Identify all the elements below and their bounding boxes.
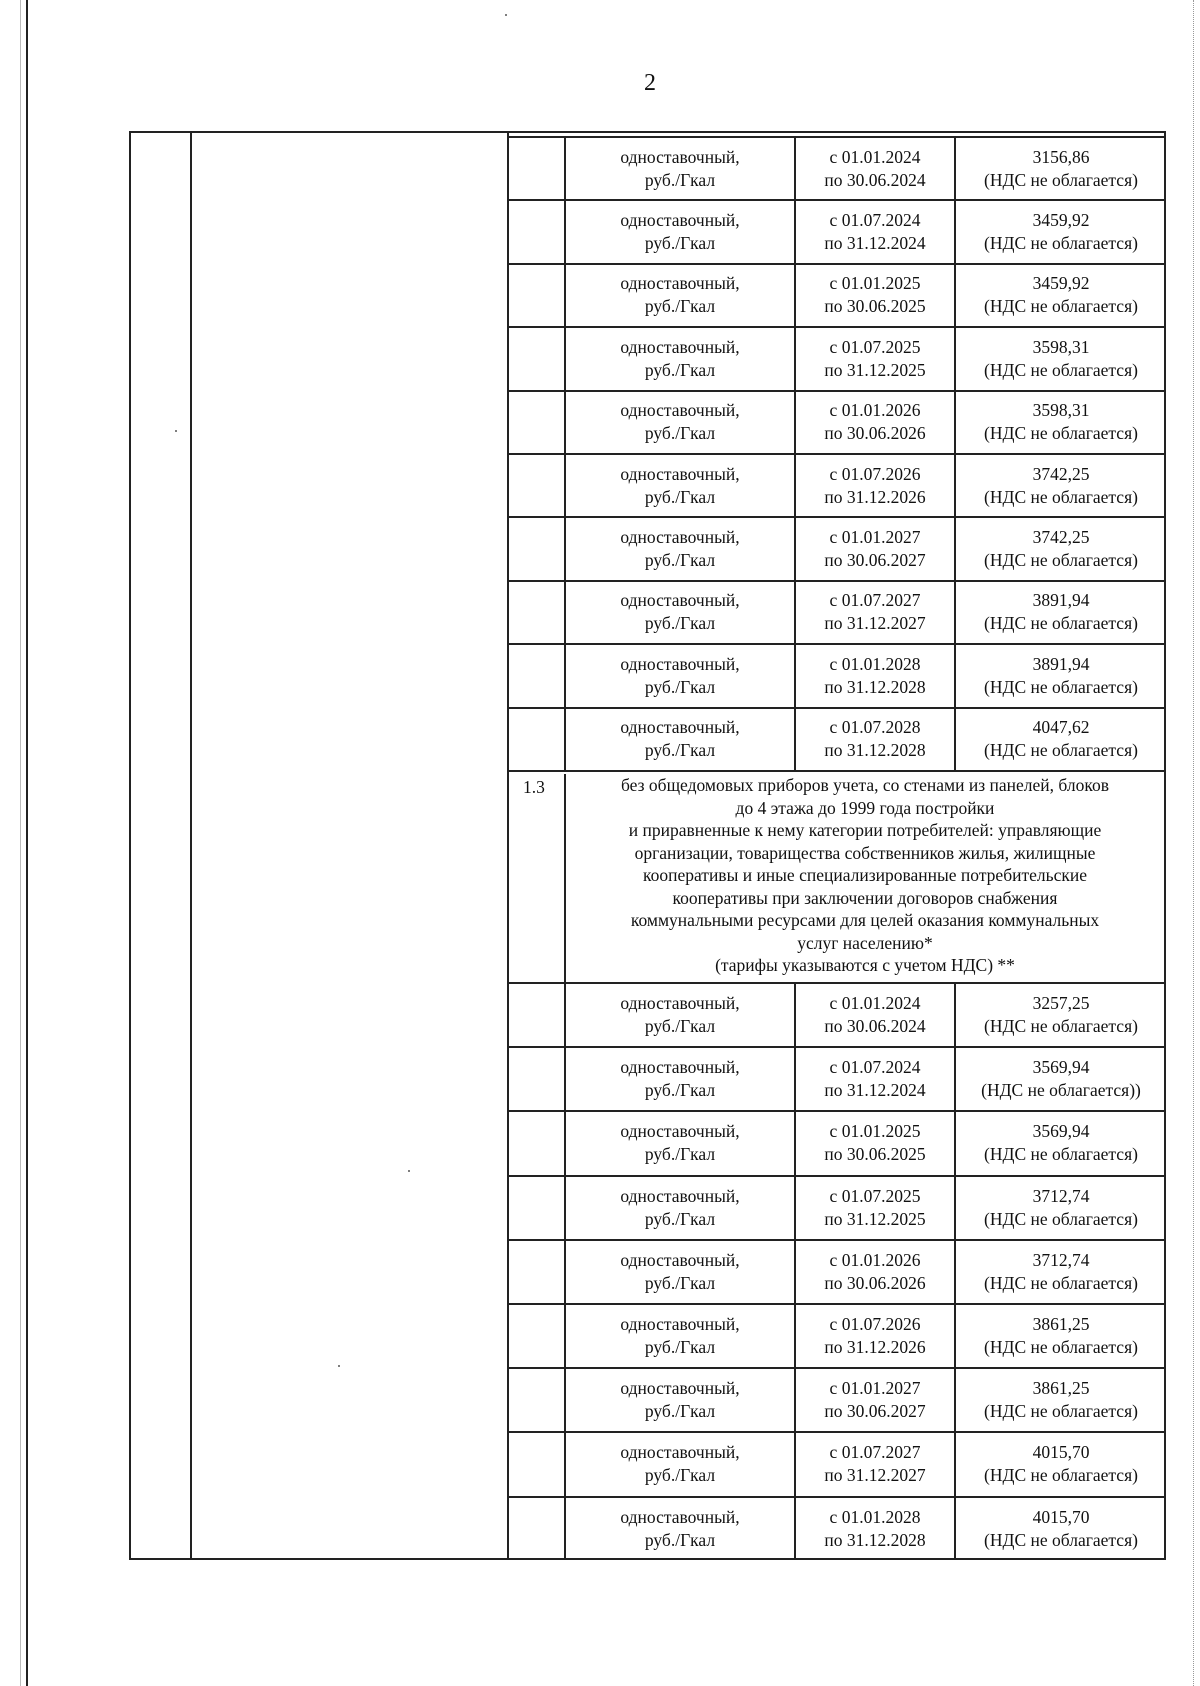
period-to: по 31.12.2025: [824, 1208, 926, 1229]
period-cell: [794, 138, 954, 199]
period-to: по 31.12.2025: [824, 359, 926, 380]
row-number-cell: [507, 328, 564, 389]
section-text-line: (тарифы указываются с учетом НДС) **: [715, 955, 1015, 975]
period-from: с 01.01.2027: [829, 1378, 921, 1399]
tariff-unit: руб./Гкал: [644, 740, 716, 761]
period-from: с 01.01.2026: [829, 1249, 921, 1270]
scan-speck: [505, 14, 507, 16]
section-text-line: организации, товарищества собственников жилья, жилищные: [634, 842, 1096, 863]
tariff-type: одноставочный,: [620, 1314, 740, 1335]
tariff-type-cell: [564, 709, 794, 770]
period-to: по 31.12.2024: [824, 1080, 926, 1101]
period-to: по 30.06.2025: [824, 1144, 926, 1165]
period-cell: [794, 1177, 954, 1239]
tariff-unit: руб./Гкал: [644, 1401, 716, 1422]
period-cell: [794, 1048, 954, 1110]
tariff-value: 4015,70: [1032, 1506, 1090, 1527]
section-text-line: кооперативы и иные специализированные потребительские: [642, 865, 1087, 885]
vat-note: (НДС не облагается): [984, 1272, 1138, 1293]
tariff-type: одноставочный,: [620, 717, 740, 738]
tariff-value-cell: [954, 265, 1166, 326]
row-number-cell: [507, 984, 564, 1046]
period-to: по 31.12.2028: [824, 676, 926, 697]
table-row: [507, 326, 1166, 389]
period-from: с 01.01.2027: [829, 527, 921, 548]
period-to: по 30.06.2027: [824, 1401, 926, 1422]
vat-note: (НДС не облагается): [984, 1144, 1138, 1165]
tariff-value-cell: [954, 392, 1166, 453]
vat-note: (НДС не облагается): [984, 296, 1138, 317]
table-row: [507, 453, 1166, 516]
section-text-line: кооперативы при заключении договоров снабжения: [672, 887, 1058, 908]
section-heading-row: [507, 770, 1166, 982]
period-cell: [794, 455, 954, 516]
tariff-value: 3712,74: [1032, 1249, 1090, 1270]
tariff-type: одноставочный,: [620, 336, 740, 357]
table-row: [507, 1496, 1166, 1560]
tariff-type-cell: [564, 1112, 794, 1174]
period-from: с 01.07.2026: [829, 463, 921, 484]
tariff-type-cell: [564, 1433, 794, 1495]
section-text-line: до 4 этажа до 1999 года постройки: [735, 797, 995, 818]
section-text-line: и приравненные к нему категории потребителей: управляющие: [628, 820, 1102, 840]
scan-edge: [26, 0, 28, 1686]
tariff-value: 3861,25: [1032, 1314, 1090, 1335]
tariff-unit: руб./Гкал: [644, 486, 716, 507]
row-number-cell: [507, 1433, 564, 1495]
tariff-value: 3156,86: [1032, 146, 1090, 167]
period-cell: [794, 1112, 954, 1174]
tariff-type-cell: [564, 1241, 794, 1303]
tariff-type: одноставочный,: [620, 590, 740, 611]
period-from: с 01.07.2027: [829, 1442, 921, 1463]
table-row: [507, 1046, 1166, 1110]
tariff-unit: руб./Гкал: [644, 169, 716, 190]
tariff-value: 3257,25: [1032, 993, 1090, 1014]
period-cell: [794, 1305, 954, 1367]
row-number-cell: [507, 709, 564, 770]
tariff-unit: руб./Гкал: [644, 1465, 716, 1486]
row-number-cell: [507, 1112, 564, 1174]
vat-note: (НДС не облагается)): [981, 1080, 1141, 1101]
row-number-cell: [507, 1369, 564, 1431]
scan-edge: [1192, 0, 1194, 1686]
tariff-unit: руб./Гкал: [644, 1337, 716, 1358]
row-number-cell: [507, 392, 564, 453]
period-cell: [794, 265, 954, 326]
tariff-type: одноставочный,: [620, 273, 740, 294]
period-cell: [794, 1241, 954, 1303]
tariff-type-cell: [564, 138, 794, 199]
table-column-divider: [190, 131, 192, 1560]
tariff-value: 3742,25: [1032, 527, 1090, 548]
tariff-value-cell: [954, 984, 1166, 1046]
table-row: [507, 1239, 1166, 1303]
tariff-value-cell: [954, 518, 1166, 579]
period-to: по 31.12.2027: [824, 613, 926, 634]
vat-note: (НДС не облагается): [984, 740, 1138, 761]
period-from: с 01.01.2028: [829, 653, 921, 674]
scan-speck: [175, 430, 177, 432]
period-from: с 01.07.2024: [829, 1057, 921, 1078]
period-from: с 01.07.2027: [829, 590, 921, 611]
tariff-unit: руб./Гкал: [644, 359, 716, 380]
row-number-cell: [507, 1177, 564, 1239]
scan-speck: [338, 1365, 340, 1367]
vat-note: (НДС не облагается): [984, 676, 1138, 697]
vat-note: (НДС не облагается): [984, 1208, 1138, 1229]
tariff-value-cell: [954, 709, 1166, 770]
period-from: с 01.01.2025: [829, 1121, 921, 1142]
row-number-cell: [507, 265, 564, 326]
period-from: с 01.01.2026: [829, 400, 921, 421]
period-from: с 01.01.2028: [829, 1506, 921, 1527]
period-cell: [794, 1369, 954, 1431]
table-row: [507, 643, 1166, 706]
tariff-type-cell: [564, 455, 794, 516]
period-to: по 30.06.2024: [824, 1016, 926, 1037]
table-row: [507, 982, 1166, 1046]
tariff-type: одноставочный,: [620, 210, 740, 231]
period-from: с 01.01.2025: [829, 273, 921, 294]
tariff-type-cell: [564, 1048, 794, 1110]
section-text-line: коммунальными ресурсами для целей оказания коммунальных: [630, 910, 1100, 930]
row-number-cell: [507, 645, 564, 706]
scan-speck: [408, 1170, 410, 1172]
tariff-value: 3569,94: [1032, 1057, 1090, 1078]
tariff-type-cell: [564, 1498, 794, 1560]
tariff-type-cell: [564, 392, 794, 453]
tariff-type-cell: [564, 984, 794, 1046]
vat-note: (НДС не облагается): [984, 1465, 1138, 1486]
row-number-cell: [507, 582, 564, 643]
row-number-cell: [507, 1305, 564, 1367]
period-cell: [794, 392, 954, 453]
period-to: по 31.12.2028: [824, 740, 926, 761]
period-to: по 30.06.2027: [824, 550, 926, 571]
tariff-value-cell: [954, 1112, 1166, 1174]
tariff-type-cell: [564, 1369, 794, 1431]
tariff-value: 3569,94: [1032, 1121, 1090, 1142]
table-row: [507, 390, 1166, 453]
period-cell: [794, 984, 954, 1046]
tariff-unit: руб./Гкал: [644, 1144, 716, 1165]
period-from: с 01.07.2028: [829, 717, 921, 738]
tariff-type: одноставочный,: [620, 146, 740, 167]
tariff-value-cell: [954, 1305, 1166, 1367]
tariff-type-cell: [564, 1305, 794, 1367]
period-from: с 01.01.2024: [829, 993, 921, 1014]
tariff-value-cell: [954, 201, 1166, 262]
tariff-value-cell: [954, 645, 1166, 706]
tariff-value-cell: [954, 1241, 1166, 1303]
tariff-value: 3459,92: [1032, 210, 1090, 231]
vat-note: (НДС не облагается): [984, 486, 1138, 507]
row-number-cell: [507, 455, 564, 516]
period-cell: [794, 518, 954, 579]
period-from: с 01.01.2024: [829, 146, 921, 167]
tariff-unit: руб./Гкал: [644, 613, 716, 634]
vat-note: (НДС не облагается): [984, 550, 1138, 571]
tariff-unit: руб./Гкал: [644, 1529, 716, 1550]
row-number-cell: [507, 1241, 564, 1303]
tariff-value: 3861,25: [1032, 1378, 1090, 1399]
tariff-type: одноставочный,: [620, 1185, 740, 1206]
tariff-type-cell: [564, 328, 794, 389]
tariff-value: 3598,31: [1032, 336, 1090, 357]
row-number-cell: [507, 138, 564, 199]
tariff-value-cell: [954, 328, 1166, 389]
tariff-type-cell: [564, 1177, 794, 1239]
row-number-cell: [507, 201, 564, 262]
tariff-value: 4015,70: [1032, 1442, 1090, 1463]
tariff-value-cell: [954, 455, 1166, 516]
period-cell: [794, 645, 954, 706]
tariff-type: одноставочный,: [620, 463, 740, 484]
tariff-value-cell: [954, 1433, 1166, 1495]
section-number: 1.3: [523, 777, 545, 797]
tariff-type: одноставочный,: [620, 1378, 740, 1399]
period-cell: [794, 201, 954, 262]
vat-note: (НДС не облагается): [984, 423, 1138, 444]
table-row: [507, 1367, 1166, 1431]
table-row: [507, 199, 1166, 262]
tariff-value-cell: [954, 1369, 1166, 1431]
tariff-type-cell: [564, 645, 794, 706]
tariff-type: одноставочный,: [620, 1121, 740, 1142]
vat-note: (НДС не облагается): [984, 1401, 1138, 1422]
tariff-unit: руб./Гкал: [644, 676, 716, 697]
tariff-value: 3598,31: [1032, 400, 1090, 421]
vat-note: (НДС не облагается): [984, 233, 1138, 254]
tariff-value-cell: [954, 138, 1166, 199]
tariff-value: 3742,25: [1032, 463, 1090, 484]
row-number-cell: [507, 1048, 564, 1110]
table-row: [507, 1303, 1166, 1367]
tariff-value: 3712,74: [1032, 1185, 1090, 1206]
table-row: [507, 1110, 1166, 1174]
table-row: [507, 707, 1166, 770]
period-cell: [794, 709, 954, 770]
period-to: по 30.06.2024: [824, 169, 926, 190]
table-row: [507, 263, 1166, 326]
tariff-type: одноставочный,: [620, 400, 740, 421]
vat-note: (НДС не облагается): [984, 1337, 1138, 1358]
vat-note: (НДС не облагается): [984, 169, 1138, 190]
period-cell: [794, 328, 954, 389]
tariff-type: одноставочный,: [620, 1506, 740, 1527]
row-number-cell: [507, 1498, 564, 1560]
vat-note: (НДС не облагается): [984, 359, 1138, 380]
period-from: с 01.07.2024: [829, 210, 921, 231]
period-cell: [794, 582, 954, 643]
period-to: по 31.12.2026: [824, 486, 926, 507]
section-description: [564, 774, 1164, 984]
tariff-value-cell: [954, 582, 1166, 643]
tariff-type: одноставочный,: [620, 1442, 740, 1463]
period-to: по 30.06.2025: [824, 296, 926, 317]
tariff-value: 3891,94: [1032, 590, 1090, 611]
tariff-unit: руб./Гкал: [644, 296, 716, 317]
period-to: по 31.12.2024: [824, 233, 926, 254]
tariff-value-cell: [954, 1177, 1166, 1239]
tariff-value-cell: [954, 1048, 1166, 1110]
tariff-unit: руб./Гкал: [644, 1272, 716, 1293]
period-from: с 01.07.2025: [829, 1185, 921, 1206]
tariff-unit: руб./Гкал: [644, 1080, 716, 1101]
period-to: по 30.06.2026: [824, 1272, 926, 1293]
period-from: с 01.07.2025: [829, 336, 921, 357]
section-text-line: без общедомовых приборов учета, со стенами из панелей, блоков: [620, 775, 1109, 795]
tariff-type-cell: [564, 582, 794, 643]
tariff-value: 3891,94: [1032, 653, 1090, 674]
scan-edge: [20, 0, 21, 1686]
tariff-type: одноставочный,: [620, 653, 740, 674]
tariff-unit: руб./Гкал: [644, 550, 716, 571]
vat-note: (НДС не облагается): [984, 613, 1138, 634]
period-to: по 31.12.2028: [824, 1529, 926, 1550]
tariff-type-cell: [564, 518, 794, 579]
tariff-unit: руб./Гкал: [644, 233, 716, 254]
tariff-unit: руб./Гкал: [644, 423, 716, 444]
page-number: 2: [644, 70, 656, 96]
section-text-line: услуг населению*: [797, 932, 933, 953]
tariff-type: одноставочный,: [620, 1249, 740, 1270]
vat-note: (НДС не облагается): [984, 1529, 1138, 1550]
period-cell: [794, 1498, 954, 1560]
table-row: [507, 1175, 1166, 1239]
tariff-type-cell: [564, 265, 794, 326]
table-row: [507, 1431, 1166, 1495]
tariff-type: одноставочный,: [620, 527, 740, 548]
table-row: [507, 516, 1166, 579]
period-from: с 01.07.2026: [829, 1314, 921, 1335]
period-cell: [794, 1433, 954, 1495]
row-number-cell: [507, 518, 564, 579]
tariff-unit: руб./Гкал: [644, 1016, 716, 1037]
tariff-type-cell: [564, 201, 794, 262]
tariff-type: одноставочный,: [620, 1057, 740, 1078]
period-to: по 30.06.2026: [824, 423, 926, 444]
tariff-type: одноставочный,: [620, 993, 740, 1014]
tariff-value: 4047,62: [1032, 717, 1090, 738]
tariff-value-cell: [954, 1498, 1166, 1560]
period-to: по 31.12.2027: [824, 1465, 926, 1486]
table-row: [507, 136, 1166, 199]
period-to: по 31.12.2026: [824, 1337, 926, 1358]
tariff-value: 3459,92: [1032, 273, 1090, 294]
table-row: [507, 580, 1166, 643]
tariff-unit: руб./Гкал: [644, 1208, 716, 1229]
vat-note: (НДС не облагается): [984, 1016, 1138, 1037]
